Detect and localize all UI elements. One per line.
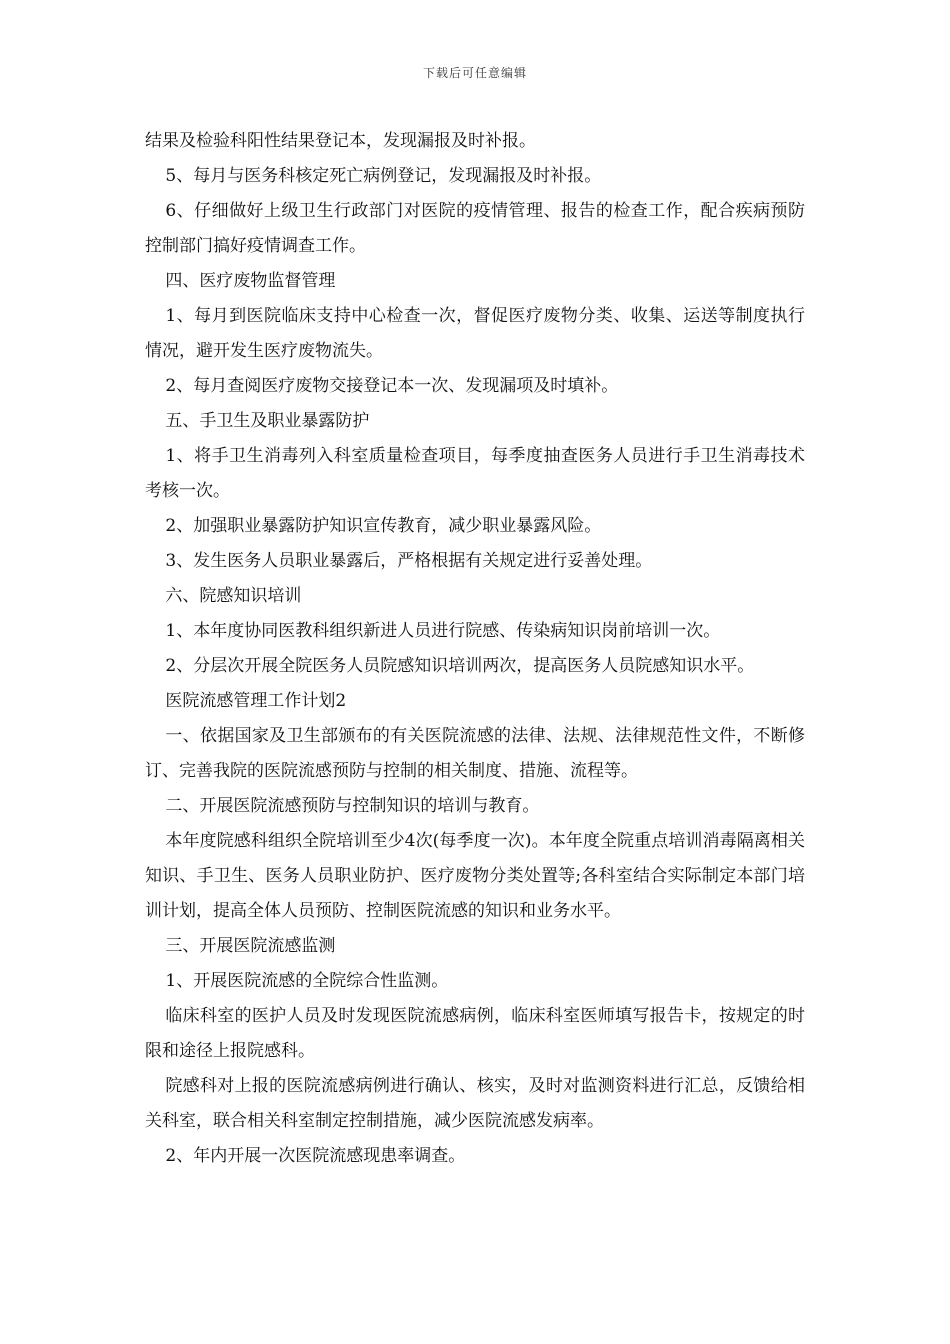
- paragraph: 2、年内开展一次医院流感现患率调查。: [165, 1146, 466, 1166]
- document-title: 医院流感管理工作计划2: [165, 691, 347, 711]
- paragraph: 1、开展医院流感的全院综合性监测。: [165, 971, 449, 991]
- section-heading: 三、开展医院流感监测: [165, 936, 336, 956]
- document-body: [145, 124, 805, 1174]
- section-heading: 五、手卫生及职业暴露防护: [165, 411, 370, 431]
- paragraph: 1、本年度协同医教科组织新进人员进行院感、传染病知识岗前培训一次。: [165, 621, 721, 641]
- page-header-note: 下载后可任意编辑: [422, 66, 527, 80]
- section-heading: 二、开展医院流感预防与控制知识的培训与教育。: [165, 796, 540, 816]
- section-heading: 六、院感知识培训: [165, 586, 302, 606]
- paragraph: 院感科对上报的医院流感病例进行确认、核实，及时对监测资料进行汇总，反馈给相关科室，联合相关科室制定控制措施，减少医院流感发病率。: [145, 1076, 805, 1131]
- paragraph: 2、加强职业暴露防护知识宣传教育，减少职业暴露风险。: [165, 516, 602, 536]
- paragraph: 临床科室的医护人员及时发现医院流感病例，临床科室医师填写报告卡，按规定的时限和途径上报院感科。: [145, 1006, 805, 1061]
- paragraph: 5、每月与医务科核定死亡病例登记，发现漏报及时补报。: [165, 166, 602, 186]
- paragraph: 本年度院感科组织全院培训至少4次(每季度一次)。本年度全院重点培训消毒隔离相关知识、手卫生、医务人员职业防护、医疗废物分类处置等;各科室结合实际制定本部门培训计划，提高全体人员预防、控制医院流感的知识和业务水平。: [145, 831, 805, 921]
- paragraph: 2、分层次开展全院医务人员院感知识培训两次，提高医务人员院感知识水平。: [165, 656, 755, 676]
- paragraph: 1、将手卫生消毒列入科室质量检查项目，每季度抽查医务人员进行手卫生消毒技术考核一次。: [145, 446, 805, 501]
- paragraph: 结果及检验科阳性结果登记本，发现漏报及时补报。: [145, 131, 536, 151]
- paragraph: 1、每月到医院临床支持中心检查一次，督促医疗废物分类、收集、运送等制度执行情况，避开发生医疗废物流失。: [145, 306, 805, 361]
- paragraph: 2、每月查阅医疗废物交接登记本一次、发现漏项及时填补。: [165, 376, 619, 396]
- paragraph: 3、发生医务人员职业暴露后，严格根据有关规定进行妥善处理。: [165, 551, 653, 571]
- section-heading: 四、医疗废物监督管理: [165, 271, 336, 291]
- paragraph: 一、依据国家及卫生部颁布的有关医院流感的法律、法规、法律规范性文件，不断修订、完善我院的医院流感预防与控制的相关制度、措施、流程等。: [145, 726, 805, 781]
- paragraph: 6、仔细做好上级卫生行政部门对医院的疫情管理、报告的检查工作，配合疾病预防控制部门搞好疫情调查工作。: [145, 201, 805, 256]
